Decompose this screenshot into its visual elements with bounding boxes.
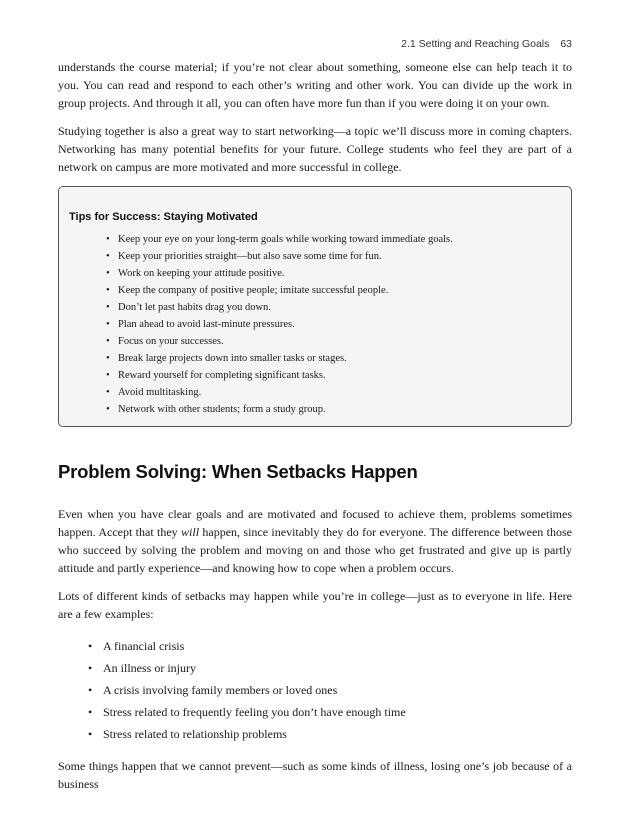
example-item: • Stress related to frequently feeling you don’t have enough time	[88, 701, 572, 723]
example-item: • A financial crisis	[88, 635, 572, 657]
tip-item: • Plan ahead to avoid last-minute pressures.	[106, 316, 557, 333]
example-item: • A crisis involving family members or loved ones	[88, 679, 572, 701]
tips-list	[69, 231, 557, 418]
tip-item: • Break large projects down into smaller tasks or stages.	[106, 350, 557, 367]
tip-item: • Avoid multitasking.	[106, 384, 557, 401]
page-number: 63	[560, 38, 572, 50]
setbacks-text-end: happen, since inevitably they do for everyone. The difference between those who succeed by solving the problem and moving on and those who get frustrated and give up is partly attitude and partly experience—and knowing how to cope when a problem occurs.	[58, 525, 572, 575]
tip-item: • Keep the company of positive people; imitate successful people.	[106, 282, 557, 299]
tip-item: • Network with other students; form a study group.	[106, 401, 557, 418]
tip-item: • Work on keeping your attitude positive.	[106, 265, 557, 282]
paragraph-setbacks	[58, 505, 572, 577]
tip-item: • Reward yourself for completing significant tasks.	[106, 367, 557, 384]
running-header-section: 2.1 Setting and Reaching Goals	[401, 38, 550, 50]
tip-item: • Focus on your successes.	[106, 333, 557, 350]
example-item: • An illness or injury	[88, 657, 572, 679]
paragraph-closing: Some things happen that we cannot prevent—such as some kinds of illness, losing one’s job because of a business	[58, 759, 572, 791]
section-heading: Problem Solving: When Setbacks Happen	[58, 461, 418, 482]
tip-item: • Keep your eye on your long-term goals while working toward immediate goals.	[106, 231, 557, 248]
examples-list	[58, 635, 572, 745]
tips-box	[58, 186, 572, 427]
paragraph-group-study: understands the course material; if you’re not clear about something, someone else can help teach it to you. You can read and respond to each other’s writing and other work. You can divide up the work in group projects. And through it all, you can often have more fun than if you were doing it on your own.	[58, 60, 572, 110]
running-header	[401, 38, 572, 50]
page-content	[58, 58, 572, 793]
tip-item: • Don’t let past habits drag you down.	[106, 299, 557, 316]
setbacks-emphasis: will	[181, 525, 200, 539]
tip-item: • Keep your priorities straight—but also save some time for fun.	[106, 248, 557, 265]
tips-title: Tips for Success: Staying Motivated	[69, 211, 258, 223]
paragraph-examples-intro: Lots of different kinds of setbacks may happen while you’re in college—just as to everyone in life. Here are a few examples:	[58, 589, 572, 621]
example-item: • Stress related to relationship problems	[88, 723, 572, 745]
paragraph-networking: Studying together is also a great way to start networking—a topic we’ll discuss more in coming chapters. Networking has many potential benefits for your future. College students who feel they are part of a network on campus are more motivated and more successful in college.	[58, 124, 572, 174]
setbacks-text-start: Even when you have clear goals and are motivated and focused to achieve them, problems sometimes happen. Accept that they	[58, 507, 572, 539]
